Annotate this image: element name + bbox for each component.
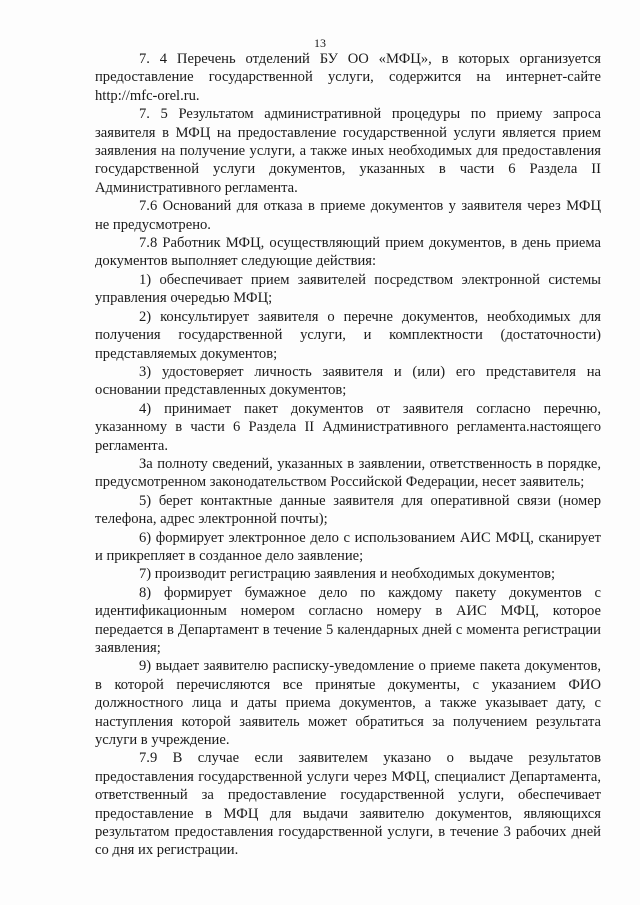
list-item-3: 3) удостоверяет личность заявителя и (или) его представителя на основании представленных документов; [95, 363, 601, 399]
paragraph-7-5: 7. 5 Результатом административной процедуры по приему запроса заявителя в МФЦ на предоставление государственной услуги является прием заявления на получение услуги, а также иных необходимых для предоставления государственной услуги документов, указанных в части 6 Раздела II Административного регламента. [95, 106, 601, 196]
list-item-7: 7) производит регистрацию заявления и необходимых документов; [139, 566, 556, 583]
list-item-4: 4) принимает пакет документов от заявителя согласно перечню, указанному в части 6 Раздела II Административного регламента.настоящего регламента. [95, 400, 601, 454]
list-item-9: 9) выдает заявителю расписку-уведомление о приеме пакета документов, в которой перечисляются все принятые документы, с указанием ФИО должностного лица и даты приема документов, а также указывает дату, с наступления которой заявитель может обратиться за получением результата услуги в учреждение. [95, 658, 601, 749]
responsibility-note: За полноту сведений, указанных в заявлении, ответственность в порядке, предусмотренном законодательством Российской Федерации, несет заявитель; [95, 455, 601, 491]
paragraph-7-9: 7.9 В случае если заявителем указано о выдаче результатов предоставления государственной услуги через МФЦ, специалист Департамента, ответственный за предоставление государственной услуги, обеспечивает предоставление в МФЦ для выдачи заявителю документов, являющихся результатом предоставления государственной услуги, в течение 3 рабочих дней со дня их регистрации. [95, 750, 601, 859]
list-item-5: 5) берет контактные данные заявителя для оперативной связи (номер телефона, адрес электронной почты); [95, 492, 601, 528]
list-item-8: 8) формирует бумажное дело по каждому пакету документов с идентификационным номером согласно номеру в АИС МФЦ, которое передается в Департамент в течение 5 календарных дней с момента регистрации заявления; [95, 584, 601, 656]
list-item-2: 2) консультирует заявителя о перечне документов, необходимых для получения государственной услуги, и комплектности (достаточности) представляемых документов; [95, 308, 601, 362]
document-body [95, 50, 601, 860]
list-item-1: 1) обеспечивает прием заявителей посредством электронной системы управления очередью МФЦ; [95, 271, 601, 307]
paragraph-7-4: 7. 4 Перечень отделений БУ ОО «МФЦ», в которых организуется предоставление государственной услуги, содержится на интернет-сайте http://mfc-orel.ru. [95, 51, 601, 104]
paragraph-7-6: 7.6 Оснований для отказа в приеме документов у заявителя через МФЦ не предусмотрено. [95, 198, 601, 233]
paragraph-7-8: 7.8 Работник МФЦ, осуществляющий прием документов, в день приема документов выполняет следующие действия: [95, 235, 601, 270]
list-item-6: 6) формирует электронное дело с использованием АИС МФЦ, сканирует и прикрепляет в созданное дело заявление; [95, 529, 601, 564]
page-number: 13 [314, 36, 326, 50]
